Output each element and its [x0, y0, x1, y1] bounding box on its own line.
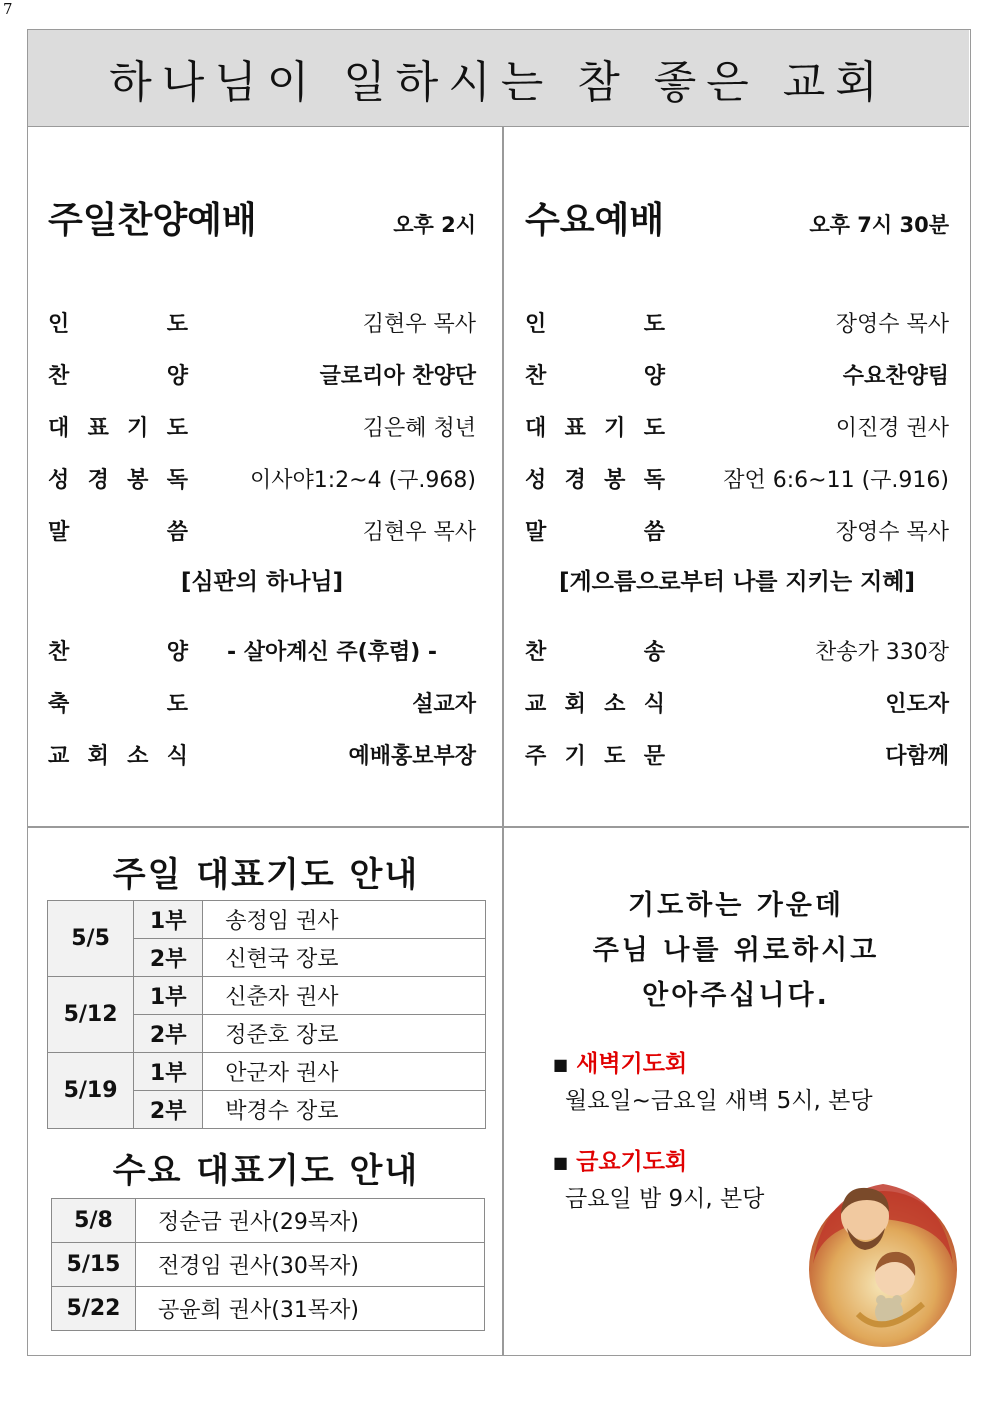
prayer-date: 5/5	[48, 901, 134, 977]
order-value: 김현우 목사	[362, 311, 476, 337]
order-row	[48, 510, 476, 550]
order-label: 말 씀	[525, 519, 665, 545]
meeting-detail: 월요일~금요일 새벽 5시, 본당	[565, 1088, 873, 1114]
prayer-part: 1부	[134, 901, 203, 939]
wednesday-service-time: 오후 7시 30분	[809, 213, 949, 237]
order-label: 주 기 도 문	[525, 743, 665, 769]
order-label: 교 회 소 식	[48, 743, 188, 769]
order-row	[525, 354, 949, 394]
order-label: 찬 송	[525, 639, 665, 665]
order-value: 이사야1:2~4 (구.968)	[250, 467, 476, 493]
order-row	[48, 406, 476, 446]
square-bullet-icon: ■	[553, 1153, 569, 1172]
prayer-leader: 정순금 권사(29목자)	[136, 1199, 485, 1243]
order-value: 예배홍보부장	[348, 743, 476, 769]
prayer-date: 5/15	[52, 1243, 136, 1287]
order-value: 글로리아 찬양단	[319, 363, 476, 389]
order-label: 찬 양	[48, 639, 188, 665]
prayer-meetings-section	[503, 827, 969, 1355]
order-value: 찬송가 330장	[815, 639, 949, 665]
prayer-leader: 공윤희 권사(31목자)	[136, 1287, 485, 1331]
order-value: 설교자	[412, 691, 476, 717]
wednesday-prayer-table	[51, 1198, 485, 1331]
wednesday-sermon-title: [게으름으로부터 나를 지키는 지혜]	[558, 569, 916, 595]
order-value: 김현우 목사	[362, 519, 476, 545]
order-row	[525, 406, 949, 446]
order-value: 김은혜 청년	[362, 415, 476, 441]
bulletin-frame	[27, 29, 971, 1356]
prayer-date: 5/12	[48, 977, 134, 1053]
prayer-part: 2부	[134, 939, 203, 977]
prayer-date: 5/8	[52, 1199, 136, 1243]
order-row	[525, 510, 949, 550]
prayer-leader: 신춘자 권사	[203, 977, 486, 1015]
prayer-date: 5/22	[52, 1287, 136, 1331]
wednesday-service-header	[525, 192, 949, 243]
meeting-detail: 금요일 밤 9시, 본당	[565, 1186, 765, 1212]
sunday-service-name: 주일찬양예배	[48, 200, 257, 241]
order-value: 인도자	[885, 691, 949, 717]
order-row	[525, 682, 949, 722]
quote-line: 기도하는 가운데	[628, 890, 844, 921]
prayer-leader: 전경임 권사(30목자)	[136, 1243, 485, 1287]
page-number: 7	[3, 0, 13, 18]
prayer-leader: 안군자 권사	[203, 1053, 486, 1091]
order-row	[48, 458, 476, 498]
table-row	[48, 977, 486, 1015]
order-row	[48, 302, 476, 342]
order-value: 장영수 목사	[835, 311, 949, 337]
quote-line: 안아주십니다.	[642, 980, 830, 1011]
meeting-friday	[553, 1143, 764, 1213]
wednesday-service-section	[525, 126, 949, 826]
order-label: 찬 양	[48, 363, 188, 389]
order-row	[525, 458, 949, 498]
order-label: 인 도	[525, 311, 665, 337]
order-row	[525, 302, 949, 342]
prayer-leader: 정준호 장로	[203, 1015, 486, 1053]
meeting-title: 금요기도회	[576, 1149, 688, 1175]
table-row	[48, 1053, 486, 1091]
wednesday-service-name: 수요예배	[525, 200, 665, 241]
order-row	[48, 630, 476, 670]
order-label: 교 회 소 식	[525, 691, 665, 717]
square-bullet-icon: ■	[553, 1055, 569, 1074]
prayer-leader: 신현국 장로	[203, 939, 486, 977]
order-label: 축 도	[48, 691, 188, 717]
order-row	[48, 734, 476, 774]
meeting-dawn	[553, 1045, 873, 1115]
sunday-service-time: 오후 2시	[393, 213, 476, 237]
prayer-part: 1부	[134, 1053, 203, 1091]
table-row	[52, 1243, 485, 1287]
meeting-title: 새벽기도회	[576, 1051, 688, 1077]
order-label: 찬 양	[525, 363, 665, 389]
order-value: 장영수 목사	[835, 519, 949, 545]
prayer-part: 2부	[134, 1091, 203, 1129]
sunday-prayer-table	[47, 900, 486, 1129]
prayer-leader: 박경수 장로	[203, 1091, 486, 1129]
order-row	[525, 630, 949, 670]
sunday-sermon-title: [심판의 하나님]	[180, 569, 344, 595]
order-value: 다함께	[885, 743, 949, 769]
wednesday-prayer-title: 수요 대표기도 안내	[112, 1151, 420, 1191]
sunday-prayer-title: 주일 대표기도 안내	[112, 855, 420, 895]
order-value: - 살아계신 주(후렴) -	[226, 639, 438, 665]
quote-text	[503, 883, 969, 1018]
prayer-part: 1부	[134, 977, 203, 1015]
order-row	[48, 682, 476, 722]
order-label: 인 도	[48, 311, 188, 337]
order-label: 성 경 봉 독	[525, 467, 665, 493]
divider-vertical-top	[502, 126, 504, 826]
sunday-service-section	[48, 126, 476, 826]
sunday-service-header	[48, 192, 476, 243]
order-label: 성 경 봉 독	[48, 467, 188, 493]
prayer-part: 2부	[134, 1015, 203, 1053]
prayer-leader: 송정임 권사	[203, 901, 486, 939]
order-row	[525, 734, 949, 774]
order-value: 수요찬양팀	[842, 363, 949, 389]
prayer-schedule-section	[46, 827, 486, 1331]
prayer-date: 5/19	[48, 1053, 134, 1129]
order-label: 대 표 기 도	[525, 415, 665, 441]
order-row	[48, 354, 476, 394]
jesus-embrace-illustration	[803, 1164, 963, 1349]
title-bar	[28, 30, 969, 127]
order-label: 말 씀	[48, 519, 188, 545]
order-value: 이진경 권사	[835, 415, 949, 441]
table-row	[52, 1199, 485, 1243]
page-title: 하나님이 일하시는 참 좋은 교회	[109, 57, 888, 108]
order-value: 잠언 6:6~11 (구.916)	[723, 467, 949, 493]
table-row	[52, 1287, 485, 1331]
quote-line: 주님 나를 위로하시고	[592, 935, 880, 966]
table-row	[48, 901, 486, 939]
order-label: 대 표 기 도	[48, 415, 188, 441]
